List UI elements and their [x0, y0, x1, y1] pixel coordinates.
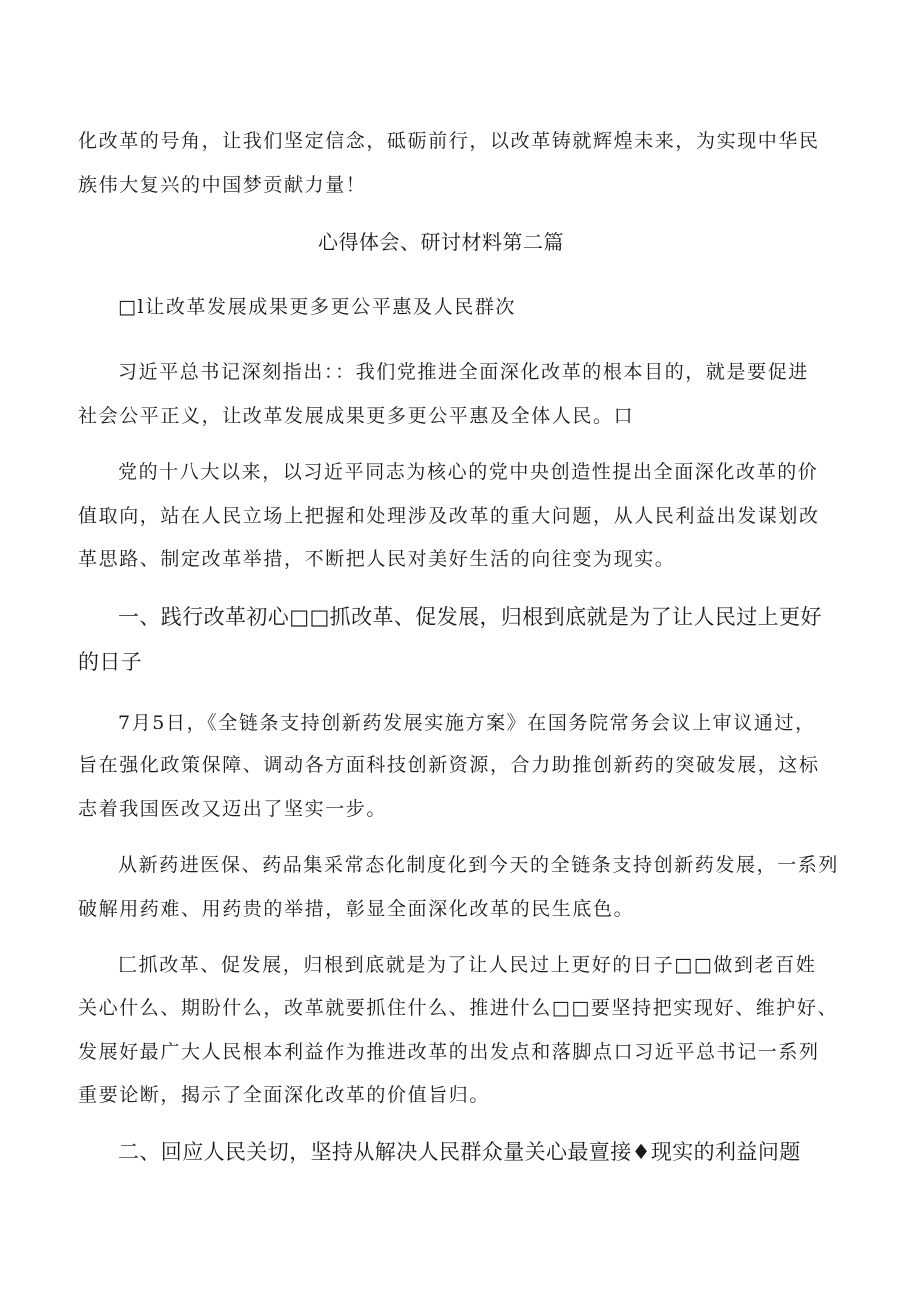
section-title: 心得体会、研讨材料第二篇	[318, 230, 564, 254]
paragraph-line: 习近平总书记深刻指出：：我们党推进全面深化改革的根本目的，就是要促进	[118, 361, 809, 383]
paragraph-line: 党的十八大以来，以习近平同志为核心的党中央创造性提出全面深化改革的价	[118, 461, 819, 483]
paragraph-line: 发展好最广大人民根本利益作为推进改革的出发点和落脚点口习近平总书记一系列	[78, 1041, 820, 1063]
paragraph-line: 从新药进医保、药品集采常态化制度化到今天的全链条支持创新药发展，一系列	[118, 854, 840, 876]
paragraph-line: 志着我国医改又迈出了坚实一步。	[78, 798, 388, 820]
paragraph-line: 破解用药难、用药贵的举措，彰显全面深化改革的民生底色。	[78, 898, 635, 920]
paragraph-line: 重要论断，揭示了全面深化改革的价值旨归。	[78, 1084, 491, 1106]
paragraph-line: 7月5日，《全链条支持创新药发展实施方案》在国务院常务会议上审议通过，	[118, 712, 816, 734]
heading-one-line-1: 一、践行改革初心□□抓改革、促发展，归根到底就是为了让人民过上更好	[118, 605, 822, 629]
heading-two: 二、回应人民关切，坚持从解决人民群众量关心最亶接♦现实的利益问题	[118, 1140, 801, 1164]
intro-line-1: 化改革的号角，让我们坚定信念，砥砺前行，以改革铸就辉煌未来，为实现中华民	[78, 130, 820, 152]
subtitle: □l让改革发展成果更多更公平惠及人民群次	[118, 296, 517, 318]
paragraph-line: 革思路、制定改革举措，不断把人民对美好生活的向往变为现实。	[78, 548, 676, 570]
intro-line-2: 族伟大复兴的中国梦贡献力量！	[78, 174, 367, 196]
heading-one-line-2: 的日子	[78, 650, 143, 674]
paragraph-line: 关心什么、期盼什么，改革就要抓住什么、推进什么□□要坚持把实现好、维护好、	[78, 997, 839, 1019]
paragraph-line: 值取向，站在人民立场上把握和处理涉及改革的重大问题，从人民利益出发谋划改	[78, 505, 820, 527]
paragraph-line: 匚抓改革、促发展，归根到底就是为了让人民过上更好的日子□□做到老百姓	[118, 954, 817, 976]
paragraph-line: 社会公平正义，让改革发展成果更多更公平惠及全体人民。口	[78, 405, 635, 427]
paragraph-line: 旨在强化政策保障、调动各方面科技创新资源，合力助推创新药的突破发展，这标	[78, 754, 820, 776]
